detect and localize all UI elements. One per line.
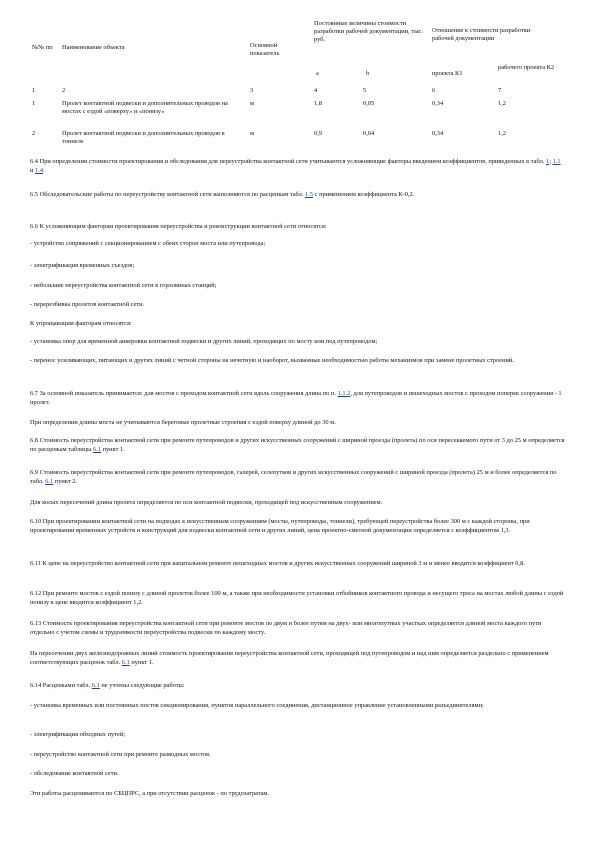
paragraph-6-14 xyxy=(30,682,565,691)
list-item: - небольшие переустройства контактной сети в горловинах станций; xyxy=(30,282,217,289)
paragraph-crossing-text: На пересечении двух железнодорожных линий стоимость проектирования переустройства контактной сети, проходящей под путепроводом и над ним определяется раздельно с применением соответствующих расценок табл. xyxy=(30,650,549,666)
paragraph-6-8-text: 6.8 Стоимость переустройства контактной сети при ремонте путепроводов и других искусственных сооружений с шириной проезда (пролета) по оси пересекаемого пути от 3 до 25 м определяется по расценкам таблицы xyxy=(30,437,565,453)
header-object-name: Наименование объекта xyxy=(62,44,125,51)
link-table-1[interactable]: 1 xyxy=(545,158,550,165)
colnum-6: 6 xyxy=(432,87,436,94)
paragraph-6-5 xyxy=(30,191,565,200)
link-table-6-1[interactable]: 6.1 xyxy=(92,445,101,453)
table-row-2-k2: 1,2 xyxy=(498,130,506,137)
paragraph-6-14-end: не учтены следующие работы: xyxy=(99,682,185,689)
paragraph-6-8 xyxy=(30,437,565,454)
table-row-2-number: 2 xyxy=(32,130,36,137)
table-row-2-name: Пролет контактной подвески и дополнительных проводов в тоннеле xyxy=(62,130,225,145)
paragraph-6-9-text: 6.9 Стоимость переустройства контактной сети при ремонте путепроводов, галерей, селепутков и других искусственных сооружений с шириной проезда (пролета) 25 м и более определяется по табл. xyxy=(30,469,557,485)
paragraph-6-8-end: пункт 1. xyxy=(100,445,125,453)
colnum-4: 4 xyxy=(314,87,318,94)
link-table-1-4[interactable]: 1.4 xyxy=(35,166,44,174)
list-item: - обследование контактной сети. xyxy=(30,770,119,777)
paragraph-6-6: 6.6 К усложняющим факторам проектирования переустройства и реконструкции контактной сети относятся: xyxy=(30,223,327,230)
colnum-1: 1 xyxy=(32,87,36,94)
paragraph-crossing-end: пункт 1. xyxy=(129,658,154,666)
list-item: - переустройство контактной сети при ремонте разводных мостов. xyxy=(30,751,211,758)
table-row-1-a: 1,8 xyxy=(314,100,322,107)
paragraph-6-4 xyxy=(30,158,565,175)
paragraph-6-4-sep1: ; xyxy=(549,158,553,165)
paragraph-6-5-end: с применением коэффициента К-0,2. xyxy=(313,191,415,198)
colnum-3: 3 xyxy=(250,87,254,94)
paragraph-6-5-text: 6.5 Обследовательские работы по переустройству контактной сети выполняются по расценкам табл. xyxy=(30,191,306,198)
header-a: а xyxy=(316,70,319,77)
table-row-1-number: 1 xyxy=(32,100,36,107)
paragraph-6-10: 6.10 При проектировании контактной сети на подходах к искусственным сооружениям (мосты, путепроводы, тоннели), требующей переустройства более 300 м с каждой стороны, при проектировании временных устройств и конструкций для подвески контактной сети и других линий, цена проектно-сметной документации определяется с коэффициентом 1,3. xyxy=(30,518,530,534)
link-table-1-1[interactable]: 1.1 xyxy=(552,158,561,165)
table-row-1-b: 0,05 xyxy=(363,100,375,107)
paragraph-6-13: 6.13 Стоимость проектирования переустройства контактной сети при ремонте мостов по двум и более путям на двух- или многопутных участках определяется длиной моста каждого пути отдельно с учетом схемы и трудоемкости переустройства подвески по каждому мосту. xyxy=(30,620,542,636)
link-table-1-5[interactable]: 1.5 xyxy=(305,191,314,198)
colnum-7: 7 xyxy=(498,87,502,94)
colnum-2: 2 xyxy=(62,87,66,94)
paragraph-6-7 xyxy=(30,390,565,407)
list-item: - устройство сопряжений с секционированием с обеих сторон моста или путепровода; xyxy=(30,240,266,247)
paragraph-6-9 xyxy=(30,469,565,486)
header-k2: рабочего проекта К2 xyxy=(498,64,555,71)
link-table-6-1[interactable]: 6.1 xyxy=(91,682,100,689)
colnum-5: 5 xyxy=(363,87,367,94)
paragraph-6-4-end: . xyxy=(43,166,45,174)
paragraph-6-7-end: , для путепроводов и пешеходных мостов с проходом поперек сооружения - 1 пролет. xyxy=(30,390,562,406)
header-ratio: Отношение к стоимости разработки рабочей документации xyxy=(432,27,531,42)
paragraph-crossing xyxy=(30,650,565,667)
paragraph-6-4-sep2: и xyxy=(30,166,36,174)
list-item: - перерезбивка пролетов контактной сети. xyxy=(30,301,145,308)
table-row-1-name: Пролет контактной подвески и дополнительных проводов на мостах с ездой «поверху» и «понизу» xyxy=(62,100,228,115)
table-row-2-unit: м xyxy=(250,130,255,137)
table-row-2-a: 0,9 xyxy=(314,130,322,137)
table-row-1-k1: 0,34 xyxy=(432,100,444,107)
list-item: - электрификация обходных путей; xyxy=(30,731,126,738)
table-row-1-k2: 1,2 xyxy=(498,100,506,107)
paragraph-simplifying: К упрощающим факторам относятся: xyxy=(30,320,132,327)
link-table-6-1[interactable]: 6.1 xyxy=(45,477,54,485)
link-item-1-1-2[interactable]: 1.1.2 xyxy=(337,390,351,397)
list-item: - установка временных или постоянных постов секционирования, пунктов параллельного соединения, дистанционное управление установленными разъединителями; xyxy=(30,702,484,709)
header-k1: проекта К1 xyxy=(432,70,463,77)
paragraph-final: Эти работы расцениваются по СБЦПРС, а при отсутствии расценок - по трудозатратам. xyxy=(30,790,270,797)
paragraph-6-7-text: 6.7 За основной показатель принимается: для мостов с проходом контактной сети вдоль сооружения длина по п. xyxy=(30,390,338,397)
header-main-indicator: Основной показатель xyxy=(250,42,280,57)
header-number: №№ пп xyxy=(32,44,53,51)
paragraph-bridge-length: При определении длины моста не учитываются береговые пролетные строения с ездой поверху длиной до 30 м. xyxy=(30,419,336,426)
list-item: - перенос усиливающих, питающих и других линий с четной стороны на нечетную и наоборот, вызванные необходимостью работы механизмов при замене пролетных строений. xyxy=(30,357,514,364)
paragraph-6-9-end: пункт 2. xyxy=(53,477,78,485)
paragraph-oblique: Для косых пересечений длина пролета определяется по оси контактной подвески, проходящей под искусственным сооружением. xyxy=(30,499,383,506)
list-item: - установка опор для временной анкеровки контактной подвески и других линий, проходящих по мосту или под путепроводом; xyxy=(30,338,378,345)
header-constants: Постоянные величины стоимости разработки рабочей документации, тыс. руб. xyxy=(314,20,423,43)
link-table-6-1[interactable]: 6.1 xyxy=(121,658,130,666)
paragraph-6-12: 6.12 При ремонте мостов с ездой понизу с длиной пролетов более 100 м, а также при необходимости установки отбойников контактного провода и несущего троса на мостах любой длины с ездой понизу к цене вводится коэффициент 1,2. xyxy=(30,590,564,606)
table-row-2-k1: 0,34 xyxy=(432,130,444,137)
paragraph-6-4-text: 6.4 При определении стоимости проектирования и обследования для переустройства контактной сети учитываются усложняющие факторы введением коэффициентов, приведенных в табл. xyxy=(30,158,546,165)
list-item: - электрификация временных съездов; xyxy=(30,262,135,269)
header-b: b xyxy=(366,70,370,77)
paragraph-6-14-text: 6.14 Расценками табл. xyxy=(30,682,92,689)
table-row-1-unit: м xyxy=(250,100,255,107)
table-row-2-b: 0,04 xyxy=(363,130,375,137)
paragraph-6-11: 6.11 К цене на переустройство контактной сети при капитальном ремонте пешеходных мостов и других искусственных сооружений шириной 3 м и менее вводится коэффициент 0,8. xyxy=(30,560,525,567)
